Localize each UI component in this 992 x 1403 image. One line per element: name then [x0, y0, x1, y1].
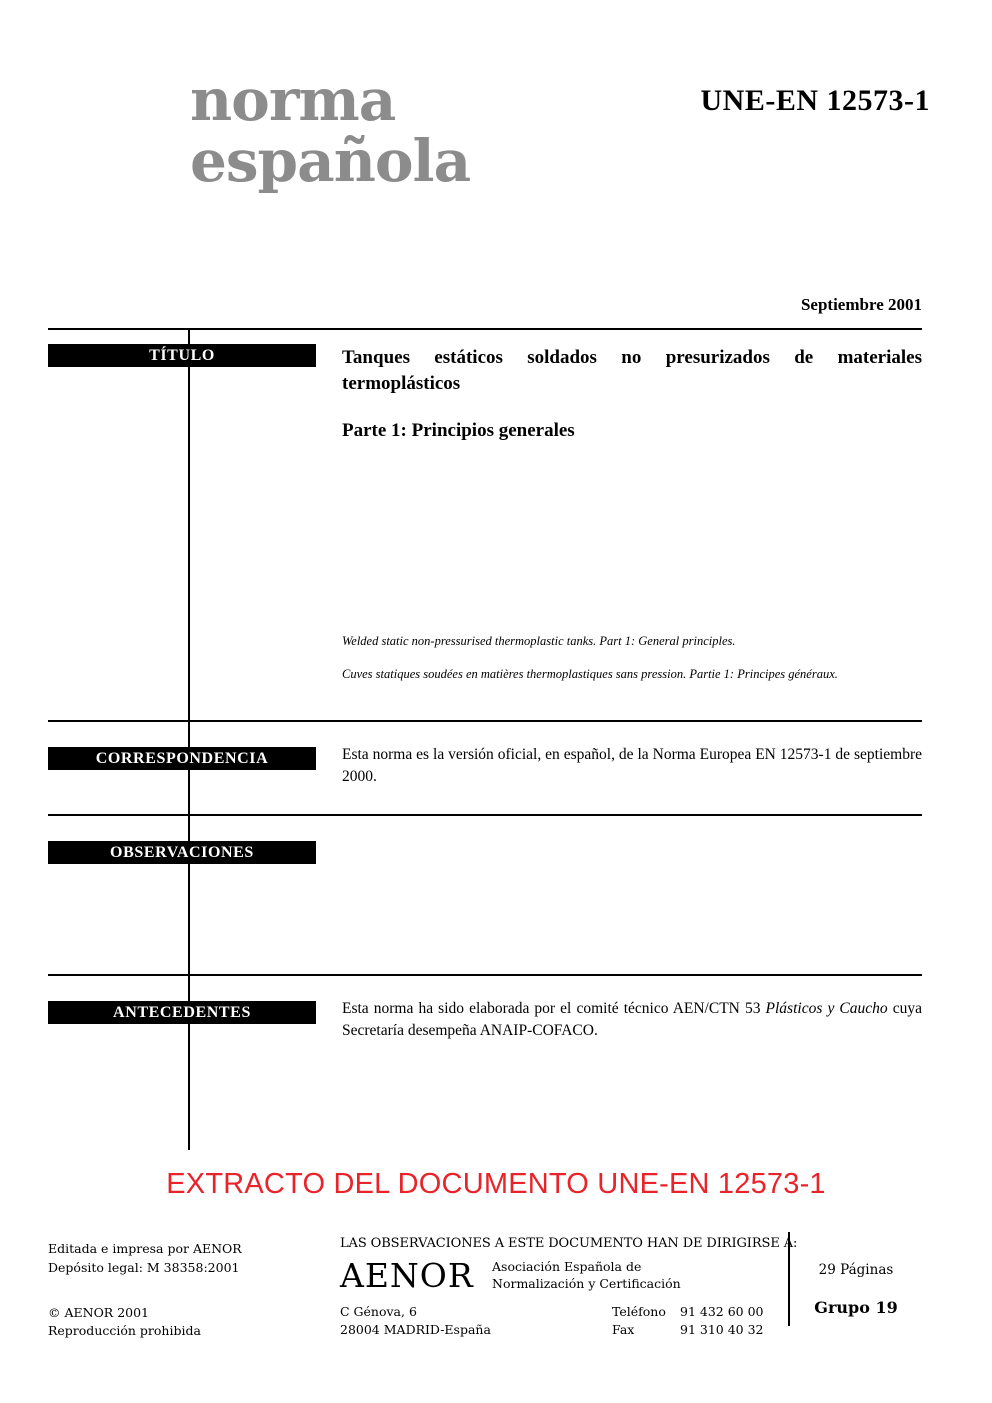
- rule-correspondencia: [48, 720, 922, 722]
- footer-address-line2: 28004 MADRID-España: [340, 1322, 491, 1338]
- antecedentes-text-italic: Plásticos y Caucho: [765, 1000, 888, 1017]
- footer-fax-value: 91 310 40 32: [680, 1322, 764, 1337]
- correspondencia-block: [342, 744, 922, 789]
- antecedentes-text-part2: cuya Secretaría desempeña ANAIP-COFACO.: [342, 1000, 922, 1040]
- footer-phone-value: 91 432 60 00: [680, 1304, 764, 1319]
- title-french: Cuves statiques soudées en matières thermoplastiques sans pression. Partie 1: Principes généraux.: [342, 666, 838, 681]
- footer-copyright: © AENOR 2001: [48, 1304, 150, 1320]
- footer-group: Grupo 19: [814, 1298, 898, 1317]
- document-code: UNE-EN 12573-1: [700, 84, 930, 117]
- footer-edited-by: Editada e impresa por AENOR: [48, 1241, 242, 1256]
- brand-line-1: norma: [190, 66, 396, 134]
- alt-titles-block: [342, 632, 922, 684]
- title-english: Welded static non-pressurised thermoplastic tanks. Part 1: General principles.: [342, 634, 736, 648]
- section-label-correspondencia: CORRESPONDENCIA: [48, 747, 316, 770]
- footer-phone-label: Teléfono: [612, 1304, 666, 1319]
- rule-antecedentes: [48, 974, 922, 976]
- title-block: [342, 345, 922, 442]
- section-label-antecedentes: ANTECEDENTES: [48, 1001, 316, 1024]
- footer-legal-deposit: Depósito legal: M 38358:2001: [48, 1259, 240, 1275]
- footer-logo-row: [340, 1255, 770, 1301]
- footer: [48, 1232, 922, 1342]
- footer-fax-label: Fax: [612, 1322, 635, 1337]
- extract-banner: EXTRACTO DEL DOCUMENTO UNE-EN 12573-1: [166, 1168, 826, 1200]
- footer-address-line1: C Génova, 6: [340, 1304, 417, 1319]
- masthead: [190, 66, 930, 195]
- footer-publisher-info: [48, 1240, 242, 1341]
- brand-line-2: española: [190, 126, 471, 195]
- vertical-rule-title: [188, 328, 190, 720]
- aenor-org-name: [492, 1259, 681, 1293]
- antecedentes-text-part1: Esta norma ha sido elaborada por el comité técnico AEN/CTN 53: [342, 1000, 766, 1017]
- footer-pages: 29 Páginas: [818, 1262, 894, 1278]
- footer-address: [340, 1303, 491, 1339]
- antecedentes-text: [342, 998, 922, 1043]
- section-label-titulo: TÍTULO: [48, 344, 316, 367]
- aenor-logo: AENOR: [340, 1256, 474, 1295]
- correspondencia-text: Esta norma es la versión oficial, en español, de la Norma Europea EN 12573-1 de septiembre 2000.: [342, 746, 922, 786]
- title-part: Parte 1: Principios generales: [342, 420, 575, 442]
- aenor-org-name-line2: Normalización y Certificación: [492, 1275, 681, 1291]
- publication-date: Septiembre 2001: [800, 295, 922, 314]
- vertical-rule-observaciones: [188, 814, 190, 974]
- rule-observaciones: [48, 814, 922, 816]
- footer-reproduction: Reproducción prohibida: [48, 1323, 201, 1339]
- antecedentes-block: [342, 998, 922, 1043]
- footer-organization: [340, 1236, 798, 1338]
- rule-top: [48, 328, 922, 330]
- aenor-org-name-line1: Asociación Española de: [492, 1259, 642, 1274]
- footer-notice: LAS OBSERVACIONES A ESTE DOCUMENTO HAN DE DIRIGIRSE A:: [340, 1236, 798, 1251]
- section-label-observaciones: OBSERVACIONES: [48, 841, 316, 864]
- footer-page-info: [788, 1232, 922, 1326]
- title-main: Tanques estáticos soldados no presurizados de materiales termoplásticos: [342, 347, 922, 394]
